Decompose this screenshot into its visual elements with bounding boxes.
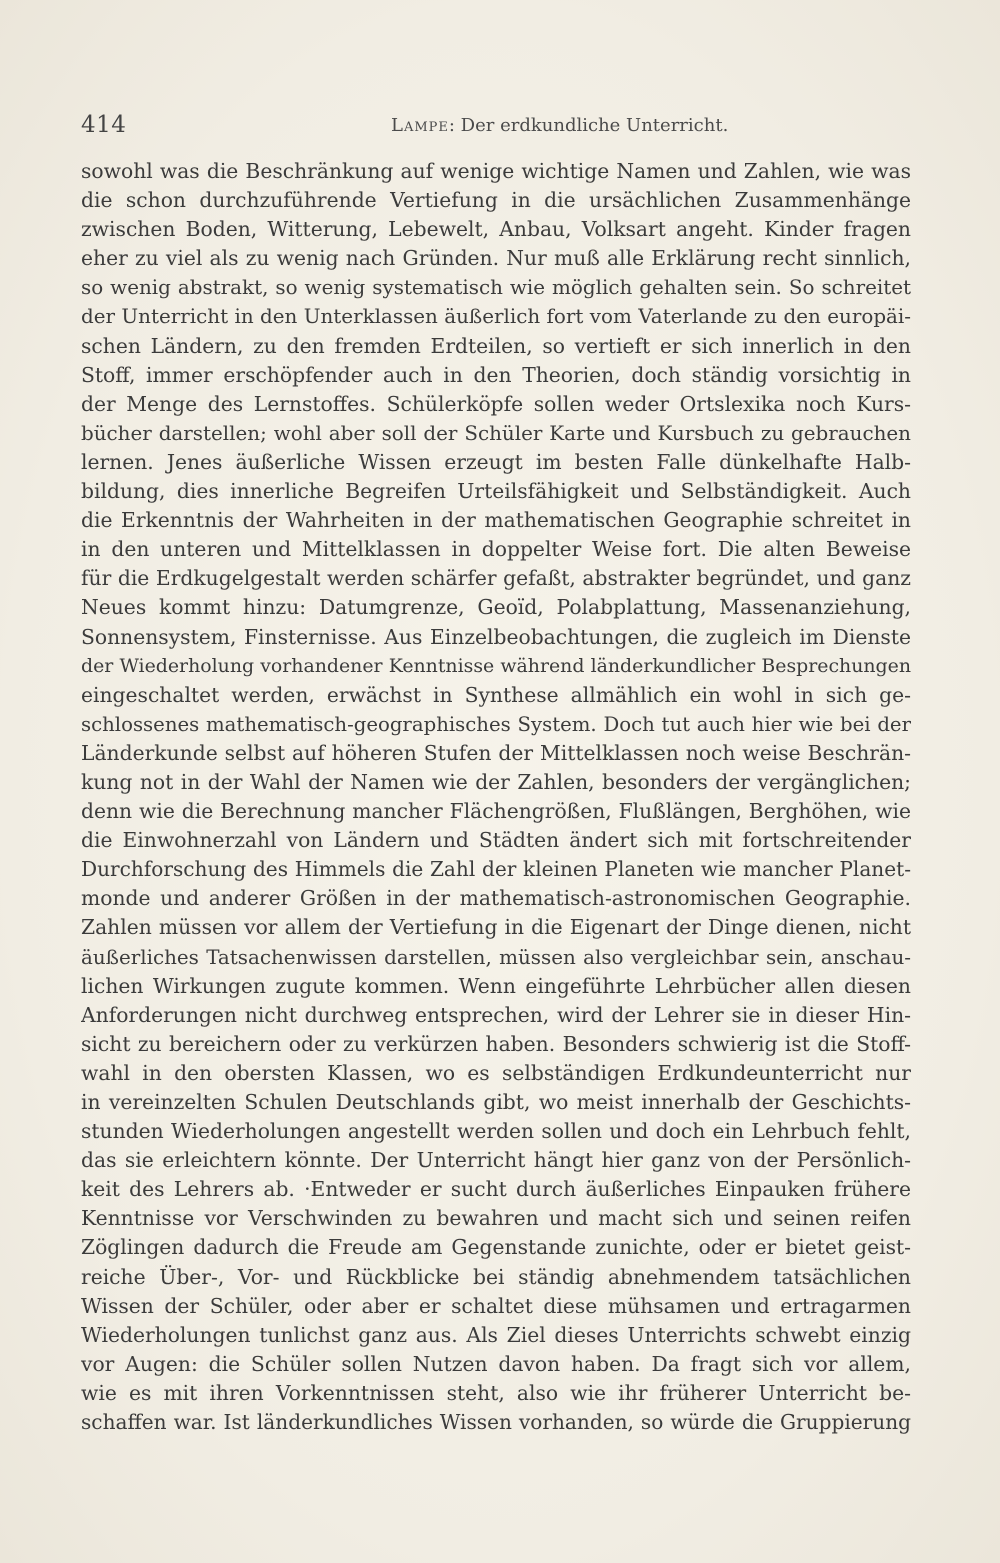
- text-line: lernen. Jenes äußerliche Wissen erzeugt im besten Falle dünkelhafte Halb-: [81, 449, 911, 474]
- text-line: vor Augen: die Schüler sollen Nutzen davon haben. Da fragt sich vor allem,: [81, 1351, 911, 1376]
- text-line: der Wiederholung vorhandener Kenntnisse während länderkundlicher Besprechungen: [81, 654, 911, 677]
- text-line: denn wie die Berechnung mancher Flächengrößen, Flußlängen, Berghöhen, wie: [81, 799, 911, 824]
- text-line: die schon durchzuführende Vertiefung in die ursächlichen Zusammenhänge: [81, 188, 911, 213]
- text-line: das sie erleichtern könnte. Der Unterricht hängt hier ganz von der Persönlich-: [81, 1148, 911, 1173]
- text-line: so wenig abstrakt, so wenig systematisch wie möglich gehalten sein. So schreitet: [81, 276, 911, 300]
- text-line: äußerliches Tatsachenwissen darstellen, müssen also vergleichbar sein, anschau-: [81, 945, 911, 969]
- text-line: Kenntnisse vor Verschwinden zu bewahren und macht sich und seinen reifen: [81, 1206, 911, 1231]
- text-line: für die Erdkugelgestalt werden schärfer gefaßt, abstrakter begründet, und ganz: [81, 566, 911, 591]
- text-line: der Unterricht in den Unterklassen äußerlich fort vom Vaterlande zu den europäi-: [81, 305, 911, 329]
- text-line: bildung, dies innerliche Begreifen Urteilsfähigkeit und Selbständigkeit. Auch: [81, 479, 911, 504]
- text-line: in vereinzelten Schulen Deutschlands gibt, wo meist innerhalb der Geschichts-: [81, 1090, 911, 1114]
- text-line: Neues kommt hinzu: Datumgrenze, Geoïd, Polabplattung, Massenanziehung,: [81, 595, 911, 620]
- running-title-author: Lampe: [391, 115, 449, 136]
- text-line: Sonnensystem, Finsternisse. Aus Einzelbeobachtungen, die zugleich im Dienste: [81, 624, 911, 649]
- text-line: kung not in der Wahl der Namen wie der Zahlen, besonders der vergänglichen;: [81, 769, 911, 794]
- text-line: lichen Wirkungen zugute kommen. Wenn eingeführte Lehrbücher allen diesen: [81, 973, 911, 998]
- text-line: keit des Lehrers ab. ·Entweder er sucht durch äußerliches Einpauken frühere: [81, 1177, 911, 1202]
- text-line: die Einwohnerzahl von Ländern und Städten ändert sich mit fortschreitender: [81, 828, 911, 853]
- text-line: Zöglingen dadurch die Freude am Gegenstande zunichte, oder er bietet geist-: [81, 1235, 911, 1260]
- text-line: bücher darstellen; wohl aber soll der Schüler Karte und Kursbuch zu gebrauchen: [81, 421, 911, 445]
- text-line: monde und anderer Größen in der mathematisch-astronomischen Geographie.: [81, 886, 911, 911]
- running-title: [391, 115, 728, 136]
- page-number: 414: [81, 112, 127, 138]
- text-line: Stoff, immer erschöpfender auch in den Theorien, doch ständig vorsichtig in: [81, 362, 911, 387]
- text-line: in den unteren und Mittelklassen in doppelter Weise fort. Die alten Beweise: [81, 537, 911, 562]
- text-line: der Menge des Lernstoffes. Schülerköpfe sollen weder Ortslexika noch Kurs-: [81, 391, 911, 416]
- text-line: sowohl was die Beschränkung auf wenige wichtige Namen und Zahlen, wie was: [81, 159, 911, 183]
- running-title-text: : Der erdkundliche Unterricht.: [448, 115, 729, 136]
- text-line: Wissen der Schüler, oder aber er schaltet diese mühsamen und ertragarmen: [81, 1293, 911, 1318]
- text-line: reiche Über-, Vor- und Rückblicke bei ständig abnehmendem tatsächlichen: [81, 1264, 911, 1289]
- running-header: [81, 112, 911, 140]
- text-line: Anforderungen nicht durchweg entsprechen, wird der Lehrer sie in dieser Hin-: [81, 1002, 911, 1027]
- text-line: eher zu viel als zu wenig nach Gründen. Nur muß alle Erklärung recht sinnlich,: [81, 246, 911, 271]
- text-line: sicht zu bereichern oder zu verkürzen haben. Besonders schwierig ist die Stoff-: [81, 1031, 911, 1056]
- text-line: stunden Wiederholungen angestellt werden sollen und doch ein Lehrbuch fehlt,: [81, 1119, 911, 1144]
- text-line: wie es mit ihren Vorkenntnissen steht, also wie ihr früherer Unterricht be-: [81, 1380, 911, 1405]
- text-line: schaffen war. Ist länderkundliches Wissen vorhanden, so würde die Gruppierung: [81, 1410, 911, 1435]
- text-line: Länderkunde selbst auf höheren Stufen der Mittelklassen noch weise Beschrän-: [81, 740, 911, 765]
- text-line: die Erkenntnis der Wahrheiten in der mathematischen Geographie schreitet in: [81, 508, 911, 533]
- text-line: zwischen Boden, Witterung, Lebewelt, Anbau, Volksart angeht. Kinder fragen: [81, 217, 911, 242]
- text-line: schlossenes mathematisch-geographisches System. Doch tut auch hier wie bei der: [81, 712, 911, 736]
- text-line: wahl in den obersten Klassen, wo es selbständigen Erdkundeunterricht nur: [81, 1060, 911, 1085]
- text-line: schen Ländern, zu den fremden Erdteilen, so vertieft er sich innerlich in den: [81, 333, 911, 358]
- text-line: eingeschaltet werden, erwächst in Synthese allmählich ein wohl in sich ge-: [81, 682, 911, 707]
- text-line: Zahlen müssen vor allem der Vertiefung in die Eigenart der Dinge dienen, nicht: [81, 915, 911, 940]
- text-line: Wiederholungen tunlichst ganz aus. Als Ziel dieses Unterrichts schwebt einzig: [81, 1322, 911, 1347]
- body-text: [81, 157, 911, 1437]
- text-line: Durchforschung des Himmels die Zahl der kleinen Planeten wie mancher Planet-: [81, 857, 911, 882]
